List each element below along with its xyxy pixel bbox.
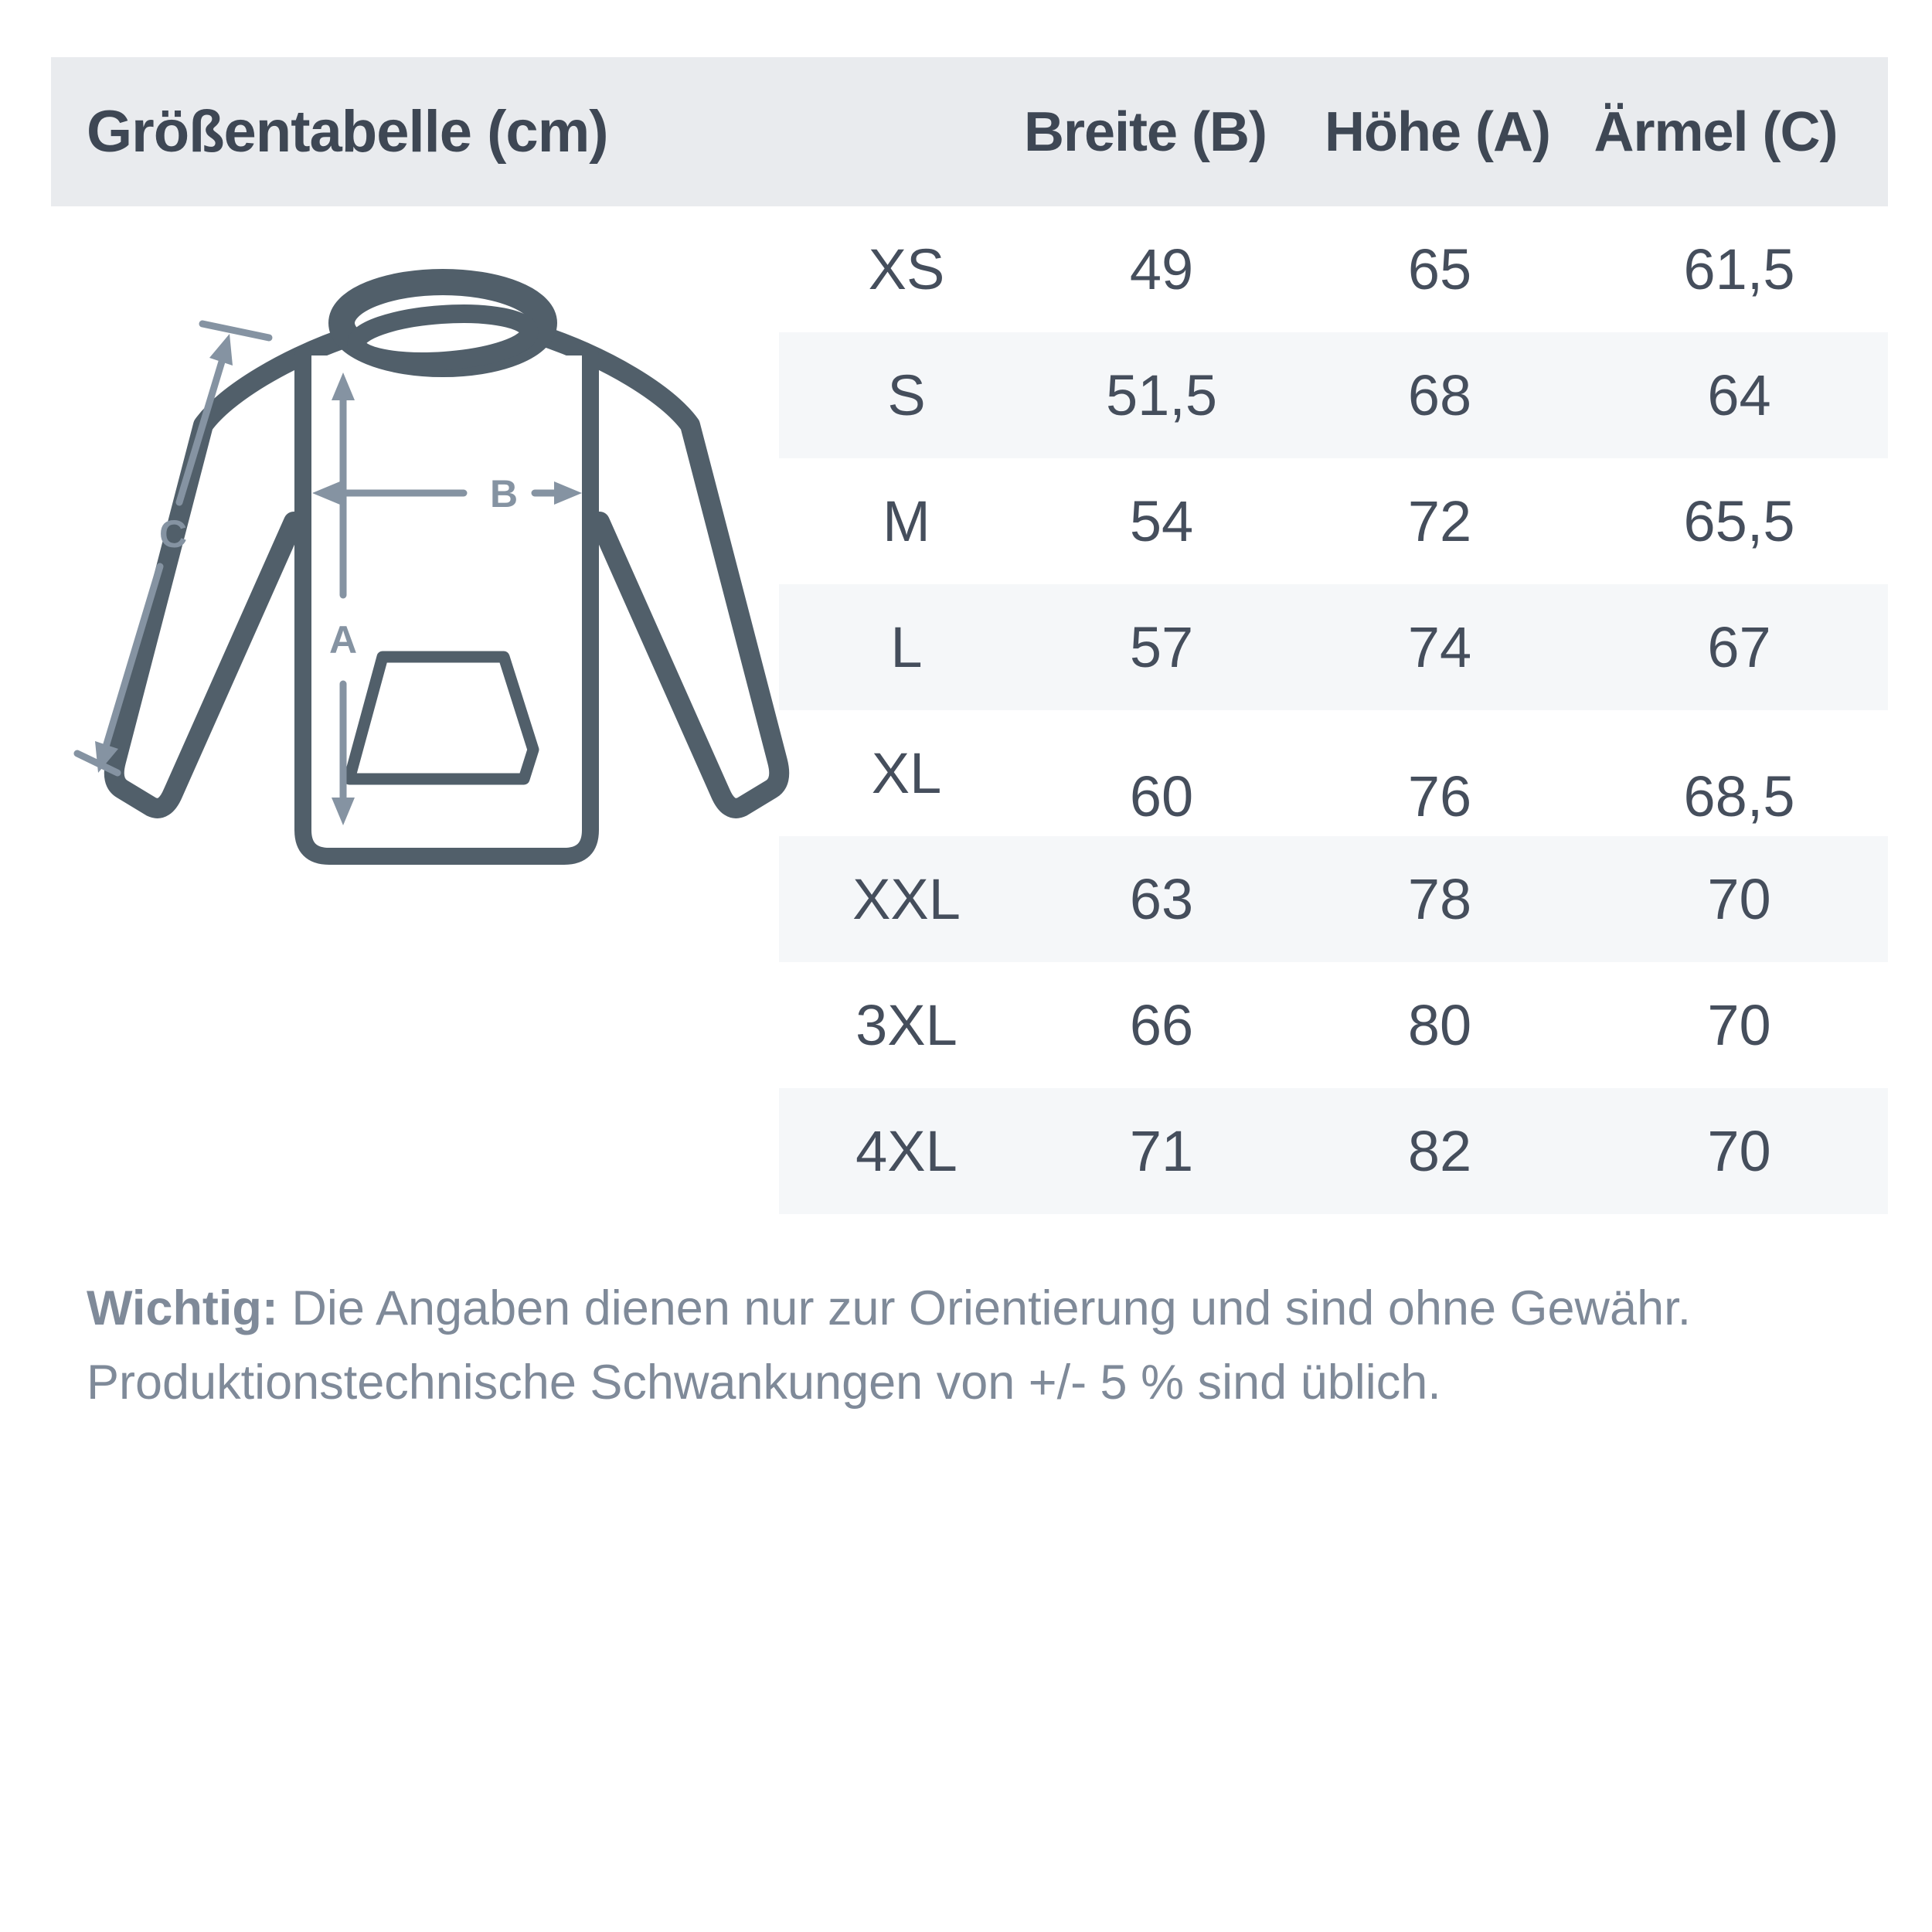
- aermel-value: 70: [1707, 1119, 1771, 1183]
- size-label: L: [890, 615, 923, 679]
- table-row-m: [779, 458, 1888, 584]
- disclaimer-note: [87, 1271, 1864, 1420]
- size-label: XL: [871, 741, 942, 805]
- table-row-s: [779, 332, 1888, 458]
- hoodie-hood: [342, 282, 544, 367]
- hoodie-measurement-diagram: [31, 201, 804, 896]
- column-header-aermel: Ärmel (C): [1594, 100, 1838, 163]
- hoehe-value: 68: [1407, 363, 1472, 427]
- disclaimer-line2: Produktionstechnische Schwankungen von +/- 5 % sind üblich.: [87, 1355, 1441, 1410]
- aermel-value: 70: [1707, 867, 1771, 931]
- size-label: XXL: [852, 867, 961, 931]
- column-header-hoehe: Höhe (A): [1325, 100, 1550, 163]
- breite-value: 60: [1129, 764, 1194, 828]
- table-row-4xl: [779, 1088, 1888, 1214]
- breite-value: 71: [1129, 1119, 1194, 1183]
- aermel-value: 64: [1707, 363, 1771, 427]
- aermel-value: 68,5: [1683, 764, 1795, 828]
- page-title: Größentabelle (cm): [87, 99, 608, 165]
- table-row-3xl: [779, 962, 1888, 1088]
- breite-value: 49: [1129, 237, 1194, 301]
- aermel-value: 65,5: [1683, 489, 1795, 553]
- disclaimer-line1: Die Angaben dienen nur zur Orientierung und sind ohne Gewähr.: [277, 1281, 1692, 1335]
- table-row-xl: [779, 710, 1888, 836]
- size-label: XS: [868, 237, 945, 301]
- hoehe-value: 72: [1407, 489, 1472, 553]
- breite-value: 66: [1129, 993, 1194, 1057]
- hoehe-value: 74: [1407, 615, 1472, 679]
- aermel-value: 61,5: [1683, 237, 1795, 301]
- label-b: B: [489, 472, 519, 515]
- table-row-xxl: [779, 836, 1888, 962]
- size-label: M: [883, 489, 930, 553]
- hoehe-value: 80: [1407, 993, 1472, 1057]
- hoehe-value: 65: [1407, 237, 1472, 301]
- label-a: A: [328, 618, 358, 662]
- table-row-l: [779, 584, 1888, 710]
- size-table: [779, 206, 1888, 1214]
- breite-value: 57: [1129, 615, 1194, 679]
- table-header-bar: [51, 57, 1888, 206]
- breite-value: 51,5: [1105, 363, 1218, 427]
- hoodie-pocket: [349, 657, 533, 779]
- size-label: 3XL: [855, 993, 957, 1057]
- breite-value: 54: [1129, 489, 1194, 553]
- size-label: S: [887, 363, 926, 427]
- hoehe-value: 76: [1407, 764, 1472, 828]
- table-row-xs: [779, 206, 1888, 332]
- aermel-value: 70: [1707, 993, 1771, 1057]
- label-c: C: [158, 512, 188, 556]
- hoehe-value: 78: [1407, 867, 1472, 931]
- hoehe-value: 82: [1407, 1119, 1472, 1183]
- aermel-value: 67: [1707, 615, 1771, 679]
- column-header-breite: Breite (B): [1023, 100, 1267, 163]
- size-label: 4XL: [855, 1119, 957, 1183]
- breite-value: 63: [1129, 867, 1194, 931]
- disclaimer-bold: Wichtig:: [87, 1281, 278, 1335]
